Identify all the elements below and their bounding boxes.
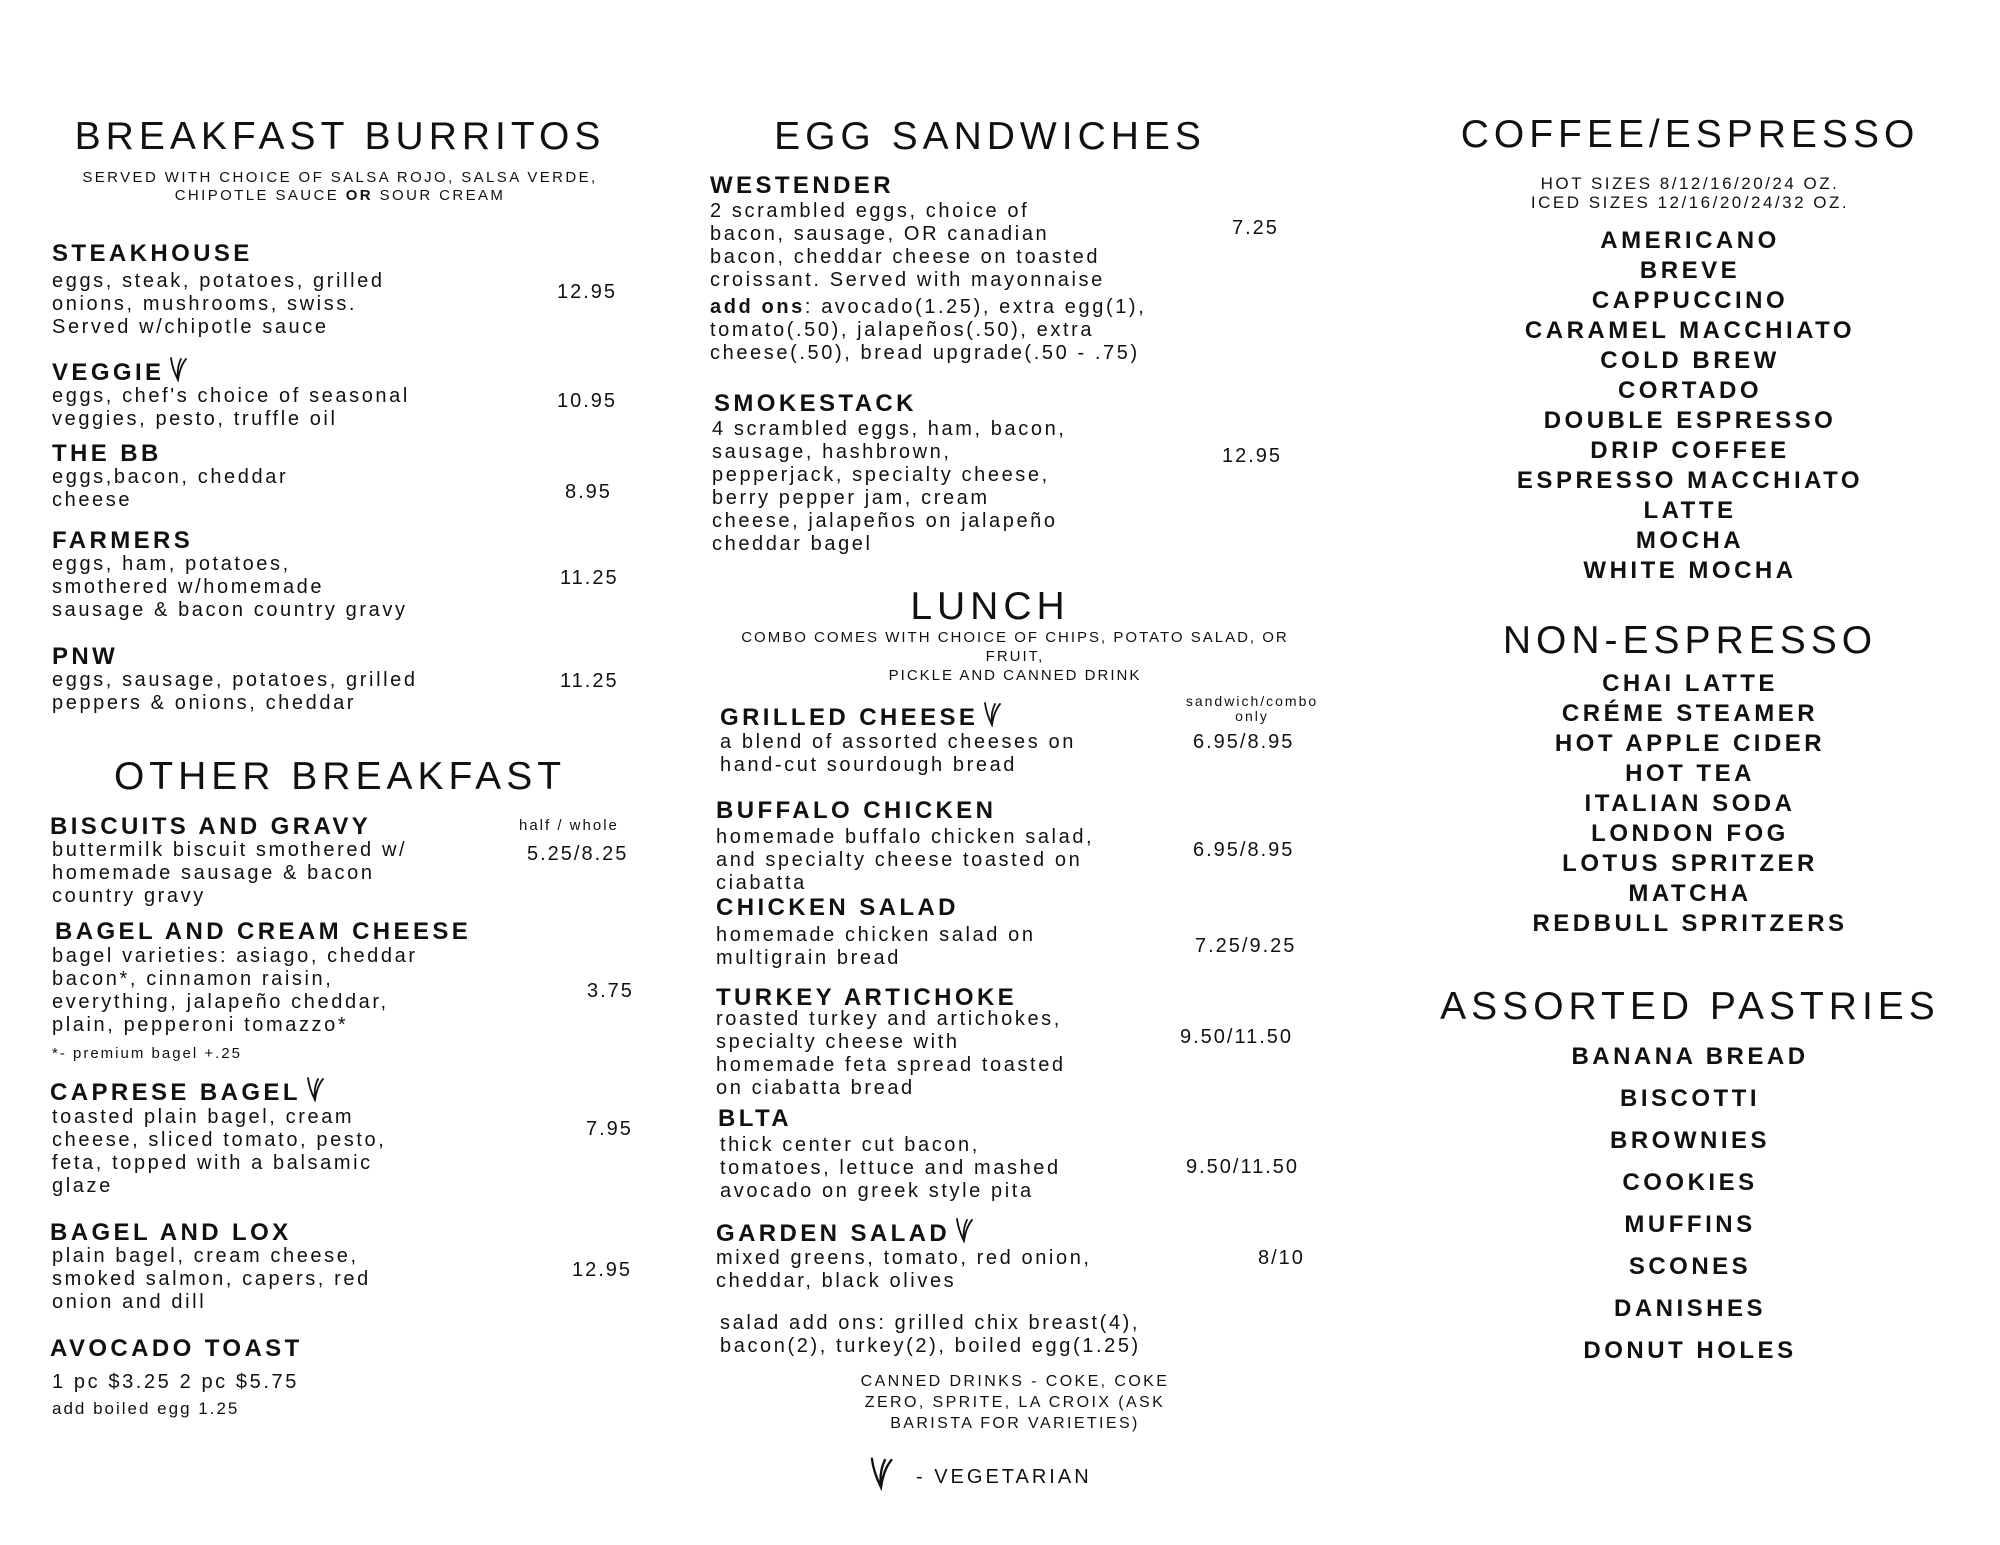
menu-item-description: bagel varieties: asiago, cheddar bacon*, cinnamon raisin, everything, jalapeño cheddar, plain, pepperoni tomazzo* — [52, 945, 418, 1036]
coffee-item: CAPPUCCINO — [1591, 287, 1789, 314]
menu-item-description: homemade chicken salad on multigrain bread — [716, 924, 1036, 969]
menu-item-name-text: CAPRESE BAGEL — [50, 1079, 301, 1106]
menu-item-description: buttermilk biscuit smothered w/ homemade sausage & bacon country gravy — [52, 839, 408, 907]
leaf-icon — [305, 1076, 325, 1102]
menu-item-name-text: VEGGIE — [52, 359, 165, 386]
menu-item-name: PNW — [52, 643, 119, 670]
non-espresso-title: NON-ESPRESSO — [1502, 619, 1878, 662]
menu-item-description: eggs, chef's choice of seasonal veggies, pesto, truffle oil — [52, 385, 410, 430]
menu-item-price: 6.95/8.95 — [1193, 731, 1295, 753]
leaf-icon — [954, 1217, 974, 1243]
pastry-item: BROWNIES — [1610, 1127, 1770, 1154]
coffee-espresso-title: COFFEE/ESPRESSO — [1460, 113, 1920, 156]
menu-item-price: 12.95 — [557, 281, 618, 303]
menu-item-name: FARMERS — [52, 527, 194, 554]
menu-item-name: WESTENDER — [710, 172, 894, 199]
coffee-item: CARAMEL MACCHIATO — [1524, 317, 1856, 344]
subtitle-line-2 — [40, 187, 640, 205]
menu-item-name: BUFFALO CHICKEN — [716, 797, 997, 824]
pastry-item: BANANA BREAD — [1571, 1043, 1809, 1070]
menu-item-price: 7.95 — [586, 1118, 633, 1140]
menu-item-name — [52, 356, 188, 387]
non-espresso-item: LONDON FOG — [1591, 820, 1789, 847]
half-whole-label: half / whole — [519, 817, 619, 834]
menu-item-name: STEAKHOUSE — [52, 240, 253, 267]
avocado-toast-note: add boiled egg 1.25 — [52, 1399, 240, 1418]
coffee-list — [1380, 226, 2000, 586]
menu-item-price: 5.25/8.25 — [527, 843, 629, 865]
non-espresso-item: LOTUS SPRITZER — [1562, 850, 1818, 877]
pastry-item: DANISHES — [1613, 1295, 1767, 1322]
non-espresso-item: CHAI LATTE — [1602, 670, 1778, 697]
menu-item-price: 10.95 — [557, 390, 618, 412]
vegetarian-legend: - VEGETARIAN — [916, 1466, 1092, 1488]
non-espresso-list — [1380, 669, 2000, 939]
menu-item-description: mixed greens, tomato, red onion, cheddar, black olives — [716, 1247, 1092, 1292]
menu-item-description: a blend of assorted cheeses on hand-cut sourdough bread — [720, 731, 1076, 776]
coffee-item: MOCHA — [1635, 527, 1745, 554]
menu-item-description: 4 scrambled eggs, ham, bacon, sausage, hashbrown, pepperjack, specialty cheese, berry pepper jam, cream cheese, jalapeños on jalapeño cheddar bagel — [712, 418, 1067, 555]
leaf-icon — [168, 356, 188, 382]
subtitle-text: CHIPOTLE SAUCE — [174, 187, 346, 204]
menu-item-name: BAGEL AND LOX — [50, 1219, 292, 1246]
salad-addons: salad add ons: grilled chix breast(4), bacon(2), turkey(2), boiled egg(1.25) — [720, 1312, 1141, 1357]
pastries-list — [1380, 1036, 2000, 1372]
assorted-pastries-title: ASSORTED PASTRIES — [1440, 985, 1940, 1028]
menu-item-description: 2 scrambled eggs, choice of bacon, sausage, OR canadian bacon, cheddar cheese on toasted croissant. Served with mayonnaise — [710, 200, 1105, 291]
non-espresso-item: CRÉME STEAMER — [1561, 700, 1819, 727]
non-espresso-item: HOT TEA — [1625, 760, 1755, 787]
non-espresso-item: ITALIAN SODA — [1584, 790, 1796, 817]
breakfast-burritos-subtitle — [40, 169, 640, 205]
pastry-item: COOKIES — [1622, 1169, 1758, 1196]
sandwich-combo-label: sandwich/combo only — [1185, 693, 1319, 724]
non-espresso-item: REDBULL SPRITZERS — [1532, 910, 1848, 937]
menu-item-name: TURKEY ARTICHOKE — [716, 984, 1018, 1011]
menu-item-price: 9.50/11.50 — [1180, 1026, 1294, 1048]
coffee-item: DOUBLE ESPRESSO — [1543, 407, 1837, 434]
menu-item-name: AVOCADO TOAST — [50, 1335, 303, 1362]
other-breakfast-title: OTHER BREAKFAST — [113, 755, 567, 798]
egg-sandwiches-title: EGG SANDWICHES — [774, 115, 1206, 158]
addons-label: add ons — [710, 296, 805, 318]
menu-item-description: homemade buffalo chicken salad, and specialty cheese toasted on ciabatta — [716, 826, 1095, 894]
subtitle-or: OR — [345, 187, 374, 204]
menu-item-price: 8.95 — [565, 481, 612, 503]
menu-item-description: thick center cut bacon, tomatoes, lettuce and mashed avocado on greek style pita — [720, 1134, 1061, 1202]
breakfast-burritos-title: BREAKFAST BURRITOS — [74, 115, 606, 158]
hot-sizes: HOT SIZES 8/12/16/20/24 OZ. — [1540, 174, 1840, 193]
pastry-item: MUFFINS — [1624, 1211, 1756, 1238]
egg-sandwich-addons — [710, 296, 1146, 365]
menu-item-description: eggs,bacon, cheddar cheese — [52, 466, 289, 511]
menu-item-description: toasted plain bagel, cream cheese, sliced tomato, pesto, feta, topped with a balsamic glaze — [52, 1106, 387, 1197]
menu-item-name — [720, 701, 1002, 732]
pastry-item: SCONES — [1628, 1253, 1752, 1280]
menu-item-price: 11.25 — [560, 670, 619, 692]
lunch-subtitle: COMBO COMES WITH CHOICE OF CHIPS, POTATO SALAD, OR FRUIT, PICKLE AND CANNED DRINK — [741, 629, 1289, 684]
menu-item-name-text: GARDEN SALAD — [716, 1220, 951, 1247]
menu-item-name: BISCUITS AND GRAVY — [50, 813, 372, 840]
pastry-item: BISCOTTI — [1620, 1085, 1760, 1112]
coffee-item: LATTE — [1643, 497, 1737, 524]
menu-item-description: eggs, ham, potatoes, smothered w/homemade sausage & bacon country gravy — [52, 553, 408, 621]
menu-item-price: 12.95 — [1222, 445, 1283, 467]
menu-item-description: roasted turkey and artichokes, specialty cheese with homemade feta spread toasted on ciabatta bread — [716, 1008, 1066, 1099]
menu-item-price: 3.75 — [587, 980, 634, 1002]
non-espresso-item: HOT APPLE CIDER — [1554, 730, 1826, 757]
menu-item-name: BLTA — [718, 1105, 793, 1132]
avocado-toast-prices: 1 pc $3.25 2 pc $5.75 — [52, 1371, 299, 1393]
menu-item-name: CHICKEN SALAD — [716, 894, 959, 921]
menu-item-name: THE BB — [52, 440, 162, 467]
coffee-item: WHITE MOCHA — [1583, 557, 1797, 584]
menu-item-price: 7.25/9.25 — [1195, 935, 1297, 957]
menu-item-price: 11.25 — [560, 567, 619, 589]
subtitle-line-1: SERVED WITH CHOICE OF SALSA ROJO, SALSA VERDE, — [82, 169, 598, 186]
menu-item-description: plain bagel, cream cheese, smoked salmon, capers, red onion and dill — [52, 1245, 371, 1313]
coffee-item: ESPRESSO MACCHIATO — [1516, 467, 1864, 494]
menu-item-price: 12.95 — [572, 1259, 633, 1281]
addons-text: : avocado(1.25), extra egg(1), tomato(.50), jalapeños(.50), extra cheese(.50), bread upgrade(.50 - .75) — [710, 296, 1147, 364]
canned-drinks-note: CANNED DRINKS - COKE, COKE ZERO, SPRITE, LA CROIX (ASK BARISTA FOR VARIETIES) — [860, 1373, 1170, 1432]
menu-item-price: 8/10 — [1258, 1247, 1305, 1269]
menu-item-name-text: GRILLED CHEESE — [720, 704, 979, 731]
subtitle-text: SOUR CREAM — [373, 187, 506, 204]
menu-item-name: SMOKESTACK — [714, 390, 917, 417]
coffee-item: BREVE — [1639, 257, 1741, 284]
lunch-title: LUNCH — [910, 585, 1070, 628]
menu-item-price: 7.25 — [1232, 217, 1279, 239]
coffee-item: CORTADO — [1617, 377, 1763, 404]
iced-sizes: ICED SIZES 12/16/20/24/32 OZ. — [1530, 193, 1850, 212]
leaf-icon — [982, 701, 1002, 727]
menu-item-price: 9.50/11.50 — [1186, 1156, 1300, 1178]
menu-item-description: eggs, steak, potatoes, grilled onions, mushrooms, swiss. Served w/chipotle sauce — [52, 270, 385, 338]
coffee-item: COLD BREW — [1600, 347, 1780, 374]
non-espresso-item: MATCHA — [1628, 880, 1752, 907]
menu-item-name — [50, 1076, 325, 1107]
menu-item-price: 6.95/8.95 — [1193, 839, 1295, 861]
pastry-item: DONUT HOLES — [1583, 1337, 1797, 1364]
premium-bagel-note: *- premium bagel +.25 — [52, 1045, 242, 1062]
coffee-item: AMERICANO — [1600, 227, 1780, 254]
coffee-item: DRIP COFFEE — [1590, 437, 1790, 464]
menu-item-description: eggs, sausage, potatoes, grilled peppers & onions, cheddar — [52, 669, 418, 714]
menu-item-name — [716, 1217, 974, 1248]
leaf-icon — [868, 1455, 894, 1491]
menu-item-name: BAGEL AND CREAM CHEESE — [55, 918, 472, 945]
coffee-sizes — [1380, 174, 2000, 212]
